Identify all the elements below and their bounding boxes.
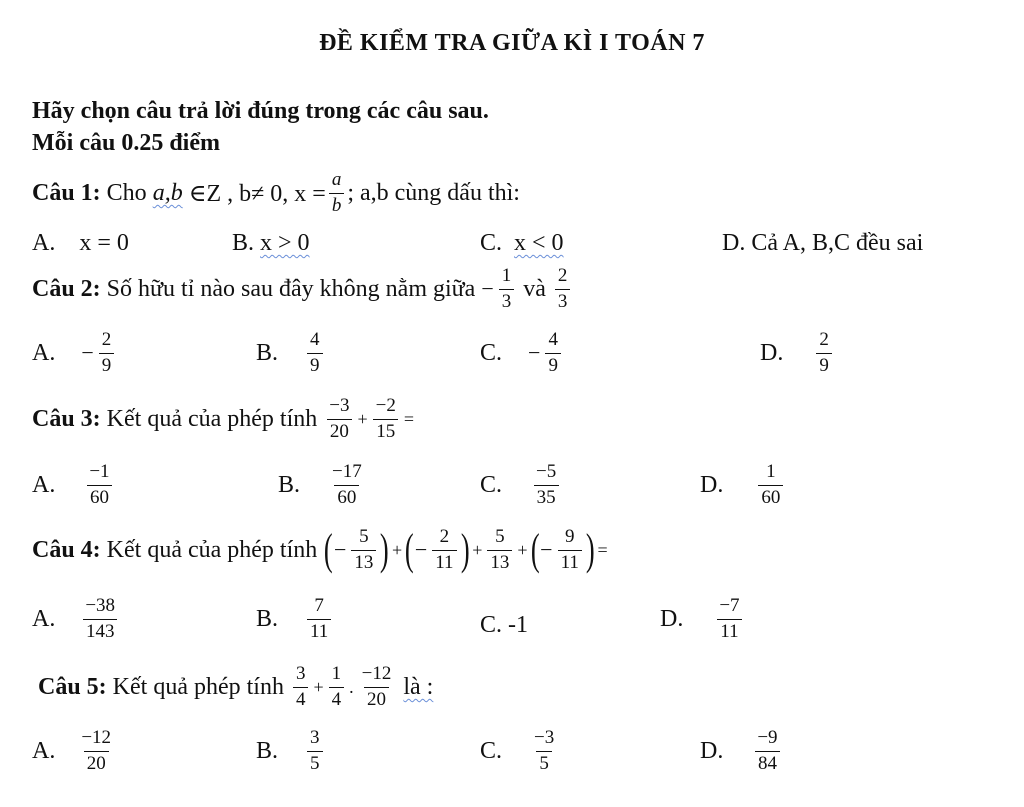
page-title: ĐỀ KIỂM TRA GIỮA KÌ I TOÁN 7: [319, 30, 705, 56]
q3-option-d[interactable]: D. $\frac{1}{60}$: [700, 462, 786, 509]
question-2-fraction-2: $\frac{2}{3}$: [555, 266, 571, 313]
question-1-text-b: ; a,b cùng dấu thì:: [347, 179, 520, 206]
q4-option-a[interactable]: A. $\frac{-38}{143}$: [32, 596, 121, 643]
q1-option-d[interactable]: D. Cả A, B,C đều sai: [722, 230, 924, 256]
q5-option-a[interactable]: A. $\frac{-12}{20}$: [32, 727, 112, 774]
question-5-fraction-2: $\frac{1}{4}$: [329, 664, 345, 711]
question-3-fraction-2: $\frac{-2}{15}$: [373, 396, 399, 443]
question-4-text: Kết quả của phép tính: [106, 536, 318, 563]
question-3-fraction-1: $\frac{-3}{20}$: [326, 396, 352, 443]
question-2-text: Số hữu tỉ nào sau đây không nằm giữa: [106, 275, 476, 302]
instruction-line-1: Hãy chọn câu trả lời đúng trong các câu sau.: [32, 98, 489, 124]
q5-option-d[interactable]: D. $\frac{-9}{84}$: [700, 728, 784, 775]
q5-option-c[interactable]: C. $\frac{-3}{5}$: [480, 727, 555, 774]
question-1-text-a: Cho: [106, 179, 147, 206]
question-2-label: Câu 2:: [32, 275, 101, 302]
q2-option-a[interactable]: A. − $\frac{2}{9}$: [32, 330, 117, 377]
question-1-vars: a,b: [152, 179, 183, 206]
question-5-fraction-3: $\frac{-12}{20}$: [361, 663, 392, 710]
question-1: [32, 170, 520, 217]
q3-option-b[interactable]: B. $\frac{-17}{60}$: [278, 461, 362, 508]
question-1-condition: ∈Z , b≠ 0, x =: [188, 180, 326, 207]
question-4-fraction-4: $\frac{9}{11}$: [558, 527, 582, 574]
instruction-line-2: Mỗi câu 0.25 điểm: [32, 130, 220, 156]
q2-option-c[interactable]: C. − $\frac{4}{9}$: [480, 330, 564, 377]
q3-option-a[interactable]: A. $\frac{-1}{60}$: [32, 462, 116, 509]
question-3: Câu 3: Kết quả của phép tính $\frac{-3}{20}$ + $\frac{-2}{15}$ =: [32, 395, 415, 442]
q2-option-d[interactable]: D. $\frac{2}{9}$: [760, 330, 835, 377]
question-3-text: Kết quả của phép tính: [106, 405, 318, 432]
question-4: Câu 4: Kết quả của phép tính ( − $\frac{5}{13}$ ) + ( − $\frac{2}{11}$ ) + $\frac{5}{13}$ + ( − $\frac{9}{11}$ ) =: [32, 525, 608, 575]
question-5-text: Kết quả phép tính: [112, 673, 284, 700]
q4-option-b[interactable]: B. $\frac{7}{11}$: [256, 596, 334, 643]
q4-option-c[interactable]: C. -1: [480, 612, 528, 638]
question-2-conj: và: [523, 275, 546, 302]
question-5-fraction-1: $\frac{3}{4}$: [293, 664, 309, 711]
q4-option-d[interactable]: D. $\frac{-7}{11}$: [660, 596, 746, 643]
question-4-fraction-3: $\frac{5}{13}$: [487, 527, 512, 574]
q2-option-b[interactable]: B. $\frac{4}{9}$: [256, 330, 326, 377]
q1-option-b[interactable]: B. x > 0: [232, 230, 310, 256]
q5-option-b[interactable]: B. $\frac{3}{5}$: [256, 728, 326, 775]
q1-option-a[interactable]: A. x = 0: [32, 230, 129, 256]
question-5-tail: là :: [403, 673, 434, 700]
q1-option-c[interactable]: C. x < 0: [480, 230, 564, 256]
question-2-fraction-1: $\frac{1}{3}$: [499, 266, 515, 313]
question-5: Câu 5: Kết quả phép tính $\frac{3}{4}$ + $\frac{1}{4}$ . $\frac{-12}{20}$ là :: [38, 663, 434, 710]
question-2: Câu 2: Số hữu tỉ nào sau đây không nằm giữa − $\frac{1}{3}$ và $\frac{2}{3}$: [32, 266, 573, 313]
question-4-fraction-1: $\frac{5}{13}$: [351, 527, 376, 574]
q3-option-c[interactable]: C. $\frac{-5}{35}$: [480, 462, 562, 509]
question-3-label: Câu 3:: [32, 405, 101, 432]
question-5-label: Câu 5:: [38, 673, 107, 700]
question-1-fraction: $\frac{a}{b}$: [329, 170, 345, 217]
question-4-fraction-2: $\frac{2}{11}$: [432, 527, 456, 574]
question-1-label: Câu 1:: [32, 179, 101, 206]
question-4-label: Câu 4:: [32, 536, 101, 563]
